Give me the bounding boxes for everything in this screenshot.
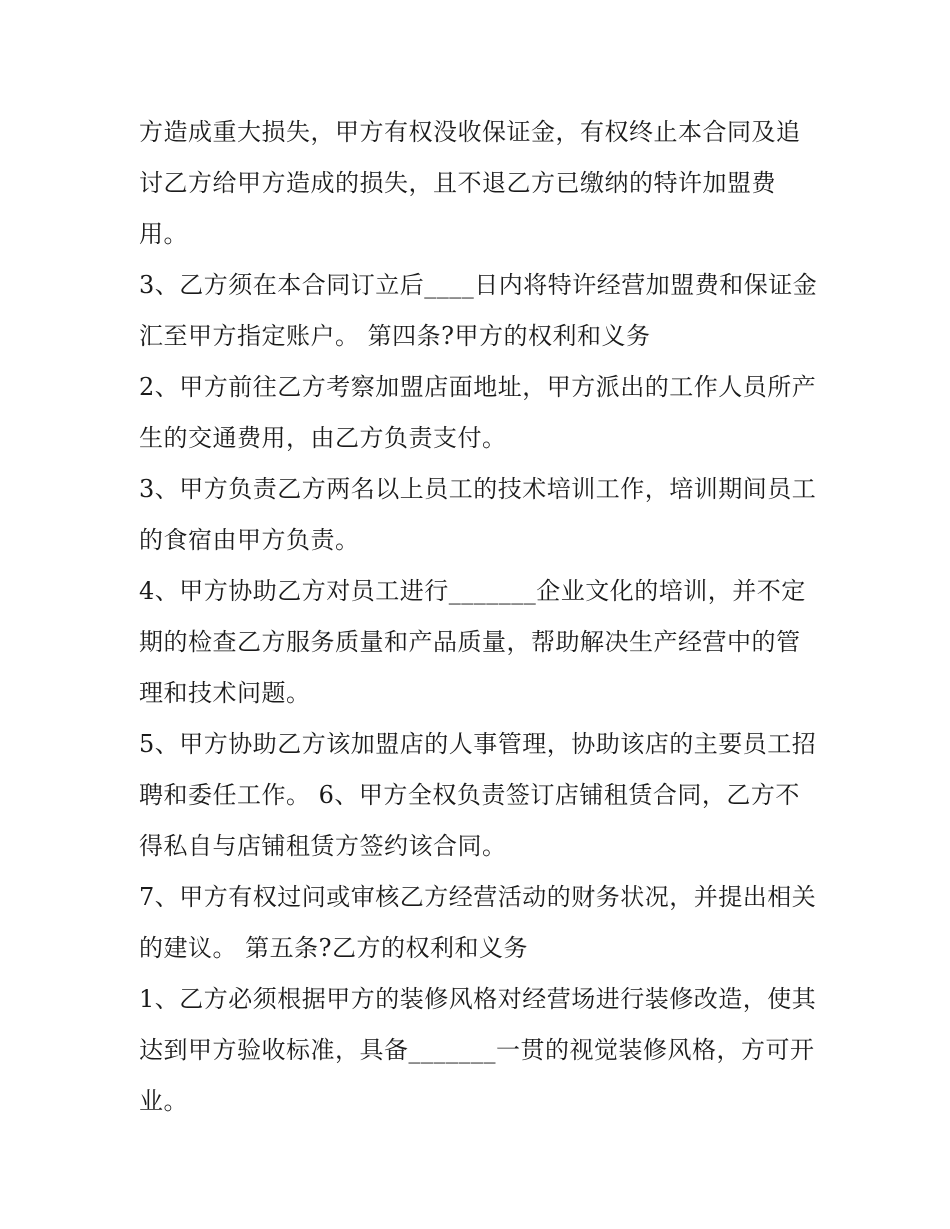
- contract-body: [139, 107, 819, 1127]
- paragraph-personnel-lease: 5、甲方协助乙方该加盟店的人事管理，协助该店的主要员工招聘和委任工作。 6、甲方全权负责签订店铺租赁合同，乙方不得私自与店铺租赁方签约该合同。: [139, 730, 817, 860]
- paragraph-staff-training: 3、甲方负责乙方两名以上员工的技术培训工作，培训期间员工的食宿由甲方负责。: [139, 475, 817, 554]
- paragraph-financial-review: 7、甲方有权过问或审核乙方经营活动的财务状况，并提出相关的建议。 第五条?乙方的权利和义务: [139, 883, 817, 962]
- paragraph-penalty-continuation: 方造成重大损失，甲方有权没收保证金，有权终止本合同及追讨乙方给甲方造成的损失，且不退乙方已缴纳的特许加盟费用。: [139, 118, 801, 248]
- paragraph-renovation: 1、乙方必须根据甲方的装修风格对经营场进行装修改造，使其达到甲方验收标准，具备_______一贯的视觉装修风格，方可开业。: [139, 985, 817, 1115]
- paragraph-site-inspection: 2、甲方前往乙方考察加盟店面地址，甲方派出的工作人员所产生的交通费用，由乙方负责支付。: [139, 373, 817, 452]
- paragraph-fee-remittance: 3、乙方须在本合同订立后____日内将特许经营加盟费和保证金汇至甲方指定账户。 第四条?甲方的权利和义务: [139, 271, 818, 350]
- paragraph-culture-training: 4、甲方协助乙方对员工进行_______企业文化的培训，并不定期的检查乙方服务质量和产品质量，帮助解决生产经营中的管理和技术问题。: [139, 577, 806, 707]
